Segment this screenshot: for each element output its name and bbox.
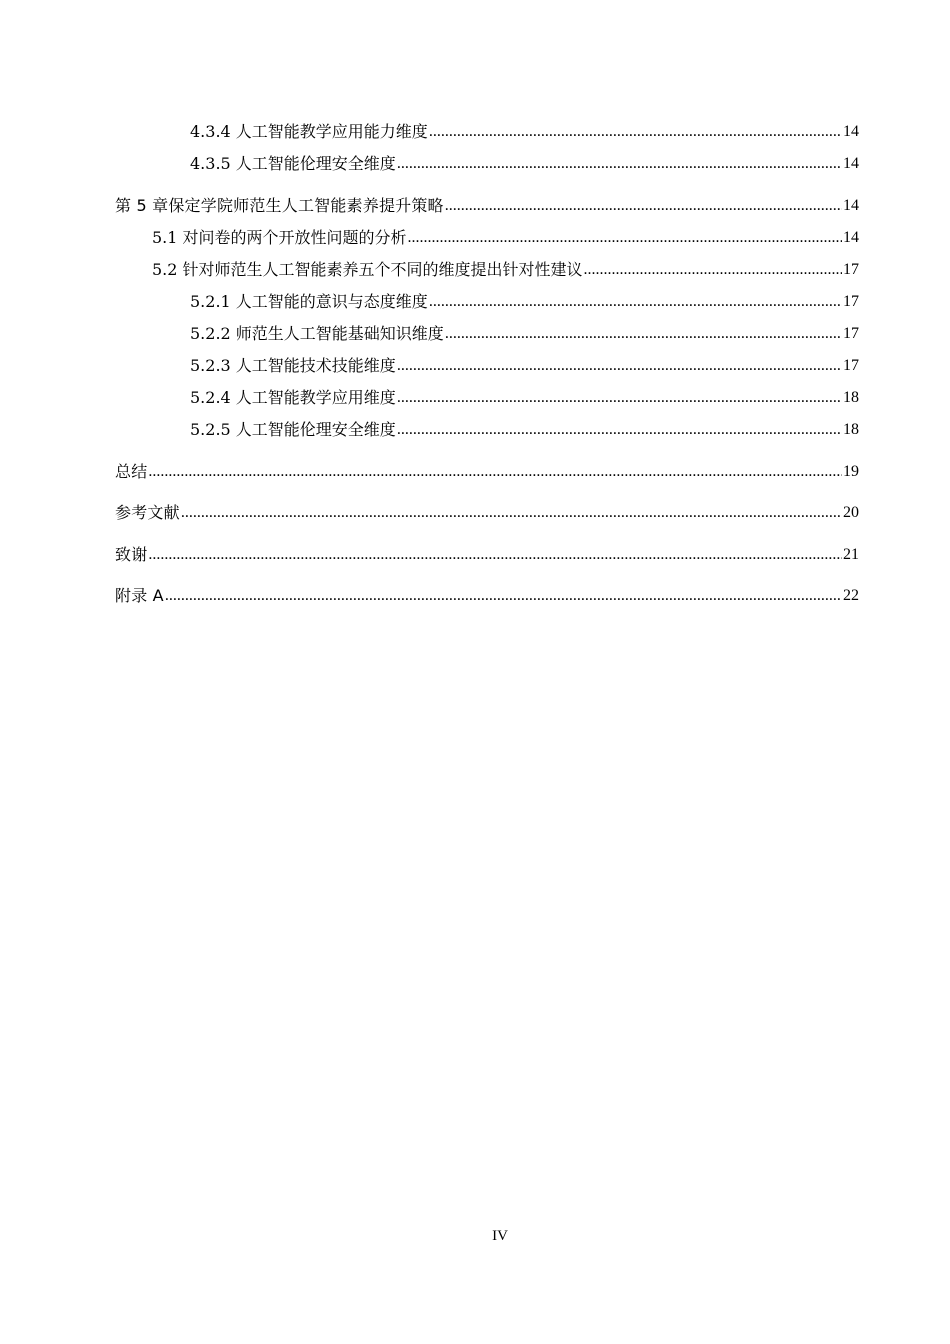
- toc-dot-leader: [429, 292, 842, 312]
- toc-entry-page: 21: [843, 546, 859, 563]
- toc-entry-5-2-4[interactable]: [115, 388, 859, 408]
- toc-entry-page: 22: [843, 587, 859, 604]
- toc-entry-references[interactable]: [115, 503, 859, 523]
- toc-dot-leader: [429, 122, 842, 142]
- toc-entry-5-2-1[interactable]: [115, 292, 859, 312]
- toc-entry-label: 5.2.2 师范生人工智能基础知识维度: [190, 324, 444, 343]
- toc-entry-page: 17: [843, 325, 859, 342]
- toc-entry-label: 5.1 对问卷的两个开放性问题的分析: [152, 228, 407, 247]
- toc-dot-leader: [148, 462, 842, 482]
- toc-entry-5-2-3[interactable]: [115, 356, 859, 376]
- toc-entry-page: 17: [843, 261, 859, 278]
- toc-entry-acknowledgements[interactable]: [115, 545, 859, 565]
- table-of-contents: [115, 120, 859, 606]
- page-footer: [0, 1228, 950, 1245]
- toc-dot-leader: [181, 503, 842, 523]
- toc-dot-leader: [584, 260, 842, 280]
- toc-entry-page: 18: [843, 421, 859, 438]
- toc-entry-label: 致谢: [115, 545, 148, 564]
- toc-entry-page: 18: [843, 389, 859, 406]
- toc-entry-5-2-2[interactable]: [115, 324, 859, 344]
- toc-dot-leader: [408, 228, 842, 248]
- toc-entry-label: 5.2.3 人工智能技术技能维度: [190, 356, 396, 375]
- toc-dot-leader: [445, 324, 842, 344]
- toc-entry-5-2[interactable]: [115, 260, 859, 280]
- toc-entry-label: 参考文献: [115, 503, 180, 522]
- toc-dot-leader: [148, 545, 842, 565]
- toc-dot-leader: [397, 356, 842, 376]
- toc-entry-5-2-5[interactable]: [115, 420, 859, 440]
- toc-entry-chapter-5[interactable]: [115, 196, 859, 216]
- toc-entry-label: 5.2 针对师范生人工智能素养五个不同的维度提出针对性建议: [152, 260, 583, 279]
- toc-entry-page: 14: [843, 123, 859, 140]
- toc-entry-label: 第 5 章保定学院师范生人工智能素养提升策略: [115, 196, 444, 215]
- toc-entry-label: 5.2.4 人工智能教学应用维度: [190, 388, 396, 407]
- toc-entry-label: 5.2.5 人工智能伦理安全维度: [190, 420, 396, 439]
- toc-entry-summary[interactable]: [115, 462, 859, 482]
- toc-entry-4-3-5[interactable]: [115, 154, 859, 174]
- toc-entry-label: 5.2.1 人工智能的意识与态度维度: [190, 292, 428, 311]
- footer-page-number: IV: [492, 1228, 508, 1244]
- toc-entry-appendix-a[interactable]: [115, 586, 859, 606]
- toc-dot-leader: [397, 154, 842, 174]
- toc-entry-page: 14: [843, 155, 859, 172]
- toc-dot-leader: [445, 196, 842, 216]
- toc-entry-page: 17: [843, 357, 859, 374]
- toc-dot-leader: [397, 388, 842, 408]
- toc-entry-label: 附录 A: [115, 586, 164, 605]
- toc-entry-page: 14: [843, 229, 859, 246]
- toc-dot-leader: [165, 586, 842, 606]
- toc-entry-label: 4.3.5 人工智能伦理安全维度: [190, 154, 396, 173]
- toc-entry-label: 4.3.4 人工智能教学应用能力维度: [190, 122, 428, 141]
- toc-entry-4-3-4[interactable]: [115, 122, 859, 142]
- toc-entry-5-1[interactable]: [115, 228, 859, 248]
- toc-dot-leader: [397, 420, 842, 440]
- toc-entry-label: 总结: [115, 462, 148, 481]
- toc-entry-page: 19: [843, 463, 859, 480]
- toc-entry-page: 17: [843, 293, 859, 310]
- toc-entry-page: 20: [843, 504, 859, 521]
- toc-entry-page: 14: [843, 197, 859, 214]
